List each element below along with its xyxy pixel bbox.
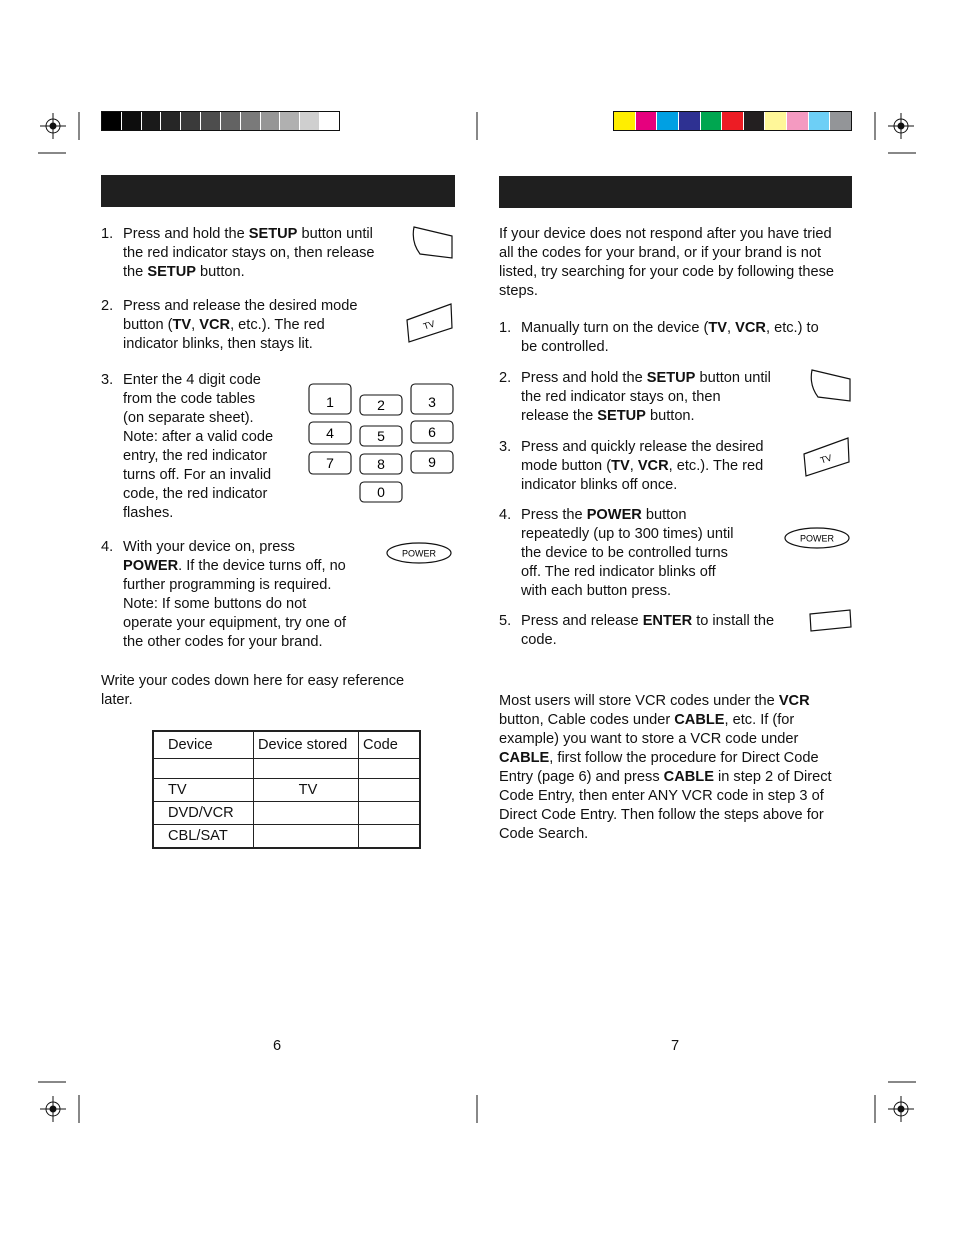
- step-number: 1.: [499, 320, 512, 336]
- text-run: off. The red indicator blinks off: [521, 564, 716, 580]
- text-run: in step 2 of Direct: [713, 769, 832, 785]
- step-number: 2.: [101, 298, 114, 314]
- table-cell: [254, 759, 359, 779]
- text-run: Press and release: [521, 613, 643, 629]
- text-run: TV: [611, 458, 630, 474]
- text-run: Press and hold the: [521, 370, 647, 386]
- step-text: [521, 438, 764, 495]
- text-run: Entry (page 6) and press: [499, 769, 664, 785]
- table-cell: TV: [254, 779, 359, 802]
- gray-swatch-6: [220, 112, 240, 130]
- step-text: [123, 225, 375, 282]
- svg-text:6: 6: [428, 424, 436, 440]
- text-run: button (: [123, 317, 173, 333]
- text-run: entry, the red indicator: [123, 448, 268, 464]
- text-run: mode button (: [521, 458, 612, 474]
- tv-button-label-right: TV: [819, 452, 834, 466]
- setup-button-icon: [408, 224, 456, 262]
- text-run: Enter the 4 digit code: [123, 372, 261, 388]
- text-run: flashes.: [123, 505, 174, 521]
- text-run: button: [641, 507, 687, 523]
- gray-swatch-2: [141, 112, 161, 130]
- text-run: VCR: [199, 317, 231, 333]
- text-run: ,: [727, 320, 736, 336]
- keypad-key-0: [360, 482, 402, 502]
- text-run: Press and quickly release the desired: [521, 439, 764, 455]
- right-step-1: [499, 319, 819, 357]
- text-run: With your device on, press: [123, 539, 295, 555]
- table-cell: [359, 759, 421, 779]
- step-number: 4.: [499, 507, 512, 523]
- table-row: [153, 825, 420, 849]
- right-step-2: [499, 369, 771, 426]
- text-run: Most users will store VCR codes under the: [499, 693, 779, 709]
- power-button-icon: [385, 541, 455, 567]
- text-run: SETUP: [248, 226, 298, 242]
- write-codes-note: Write your codes down here for easy reference later.: [101, 673, 405, 708]
- color-swatch-6: [743, 112, 765, 130]
- gray-swatch-0: [102, 112, 121, 130]
- text-run: the other codes for your brand.: [123, 634, 323, 650]
- table-cell: [359, 802, 421, 825]
- text-run: button until: [695, 370, 771, 386]
- grayscale-calibration-strip: [101, 111, 340, 131]
- right-step-4: [499, 506, 734, 601]
- text-run: , etc.). The red: [668, 458, 764, 474]
- svg-text:7: 7: [326, 455, 334, 471]
- step-number: 1.: [101, 226, 114, 242]
- step-text: [521, 319, 819, 357]
- left-step-1: [101, 225, 375, 282]
- right-step-5: [499, 612, 774, 650]
- text-run: indicator blinks, then stays lit.: [123, 336, 313, 352]
- power-button-label-right: POWER: [799, 533, 835, 544]
- color-swatch-5: [721, 112, 743, 130]
- right-section-header-bar: [499, 176, 852, 208]
- text-run: CABLE: [674, 712, 725, 728]
- left-section-header-bar: [101, 175, 455, 207]
- text-run: indicator blinks off once.: [521, 477, 678, 493]
- svg-text:1: 1: [326, 394, 334, 410]
- gray-swatch-4: [180, 112, 200, 130]
- tv-button-label: TV: [422, 318, 437, 332]
- step-text: [123, 538, 346, 652]
- step-number: 3.: [499, 439, 512, 455]
- step-number: 4.: [101, 539, 114, 555]
- keypad-key-5: [360, 426, 402, 446]
- table-cell: [254, 802, 359, 825]
- svg-text:3: 3: [428, 394, 436, 410]
- svg-text:8: 8: [377, 456, 385, 472]
- color-swatch-7: [764, 112, 786, 130]
- table-cell: CBL/SAT: [153, 825, 254, 849]
- power-button-icon-right: [783, 526, 853, 552]
- text-run: ENTER: [642, 613, 693, 629]
- setup-button-icon-right: [806, 367, 854, 405]
- numeric-keypad-icon: [305, 378, 457, 506]
- text-run: Direct Code Entry. Then follow the steps above for: [499, 807, 824, 823]
- keypad-key-9: [411, 451, 453, 473]
- left-step-3: [101, 371, 273, 523]
- text-run: , etc. If (for: [724, 712, 795, 728]
- gray-swatch-9: [279, 112, 299, 130]
- text-run: VCR: [778, 693, 810, 709]
- text-run: Press the: [521, 507, 587, 523]
- keypad-key-2: [360, 395, 402, 415]
- text-run: Press and hold the: [123, 226, 249, 242]
- table-row: [153, 802, 420, 825]
- svg-text:0: 0: [377, 484, 385, 500]
- table-row: [153, 759, 420, 779]
- page-number-right: 7: [671, 1038, 680, 1054]
- table-cell: DVD/VCR: [153, 802, 254, 825]
- text-run: turns off. For an invalid: [123, 467, 272, 483]
- text-run: be controlled.: [521, 339, 609, 355]
- text-run: button, Cable codes under: [499, 712, 675, 728]
- power-button-label: POWER: [401, 548, 437, 559]
- gray-swatch-8: [260, 112, 280, 130]
- keypad-key-4: [309, 422, 351, 444]
- table-cell: [359, 825, 421, 849]
- page-number-left: 6: [273, 1038, 282, 1054]
- keypad-key-8: [360, 454, 402, 474]
- text-run: Press and release the desired mode: [123, 298, 358, 314]
- color-calibration-strip: [613, 111, 852, 131]
- color-swatch-1: [635, 112, 657, 130]
- text-run: Code Search.: [499, 826, 589, 842]
- svg-text:4: 4: [326, 425, 334, 441]
- text-run: to install the: [692, 613, 775, 629]
- color-swatch-8: [786, 112, 808, 130]
- text-run: the red indicator stays on, then: [521, 389, 721, 405]
- table-row: [153, 779, 420, 802]
- text-run: Code Entry, then enter ANY VCR code in step 3 of: [499, 788, 824, 804]
- text-run: button.: [645, 408, 695, 424]
- text-run: . If the device turns off, no: [178, 558, 346, 574]
- tv-button-icon-right: [800, 434, 854, 480]
- text-run: , etc.) to: [765, 320, 819, 336]
- table-header-cell: Device: [153, 731, 254, 759]
- keypad-key-3: [411, 384, 453, 414]
- text-run: VCR: [637, 458, 669, 474]
- keypad-key-6: [411, 421, 453, 443]
- step-text: [521, 369, 771, 426]
- text-run: the red indicator stays on, then release: [123, 245, 375, 261]
- text-run: the: [123, 264, 148, 280]
- text-run: from the code tables: [123, 391, 256, 407]
- text-run: Note: after a valid code: [123, 429, 274, 445]
- gray-swatch-3: [160, 112, 180, 130]
- table-header-cell: Code: [359, 731, 421, 759]
- text-run: (on separate sheet).: [123, 410, 254, 426]
- tv-button-icon: [403, 300, 457, 346]
- vcr-cable-storage-note: [499, 692, 832, 844]
- text-run: TV: [172, 317, 192, 333]
- table-header-cell: Device stored: [254, 731, 359, 759]
- gray-swatch-11: [319, 112, 339, 130]
- table-cell: [359, 779, 421, 802]
- text-run: CABLE: [499, 750, 550, 766]
- text-run: SETUP: [646, 370, 696, 386]
- text-run: repeatedly (up to 300 times) until: [521, 526, 734, 542]
- text-run: ,: [191, 317, 200, 333]
- gray-swatch-5: [200, 112, 220, 130]
- text-run: VCR: [735, 320, 766, 336]
- step-text: [123, 371, 273, 523]
- step-number: 5.: [499, 613, 512, 629]
- text-run: button.: [196, 264, 245, 280]
- table-cell: TV: [153, 779, 254, 802]
- left-step-2: [101, 297, 357, 354]
- text-run: SETUP: [597, 408, 646, 424]
- enter-button-icon: [807, 608, 855, 636]
- text-run: Manually turn on the device (: [521, 320, 709, 336]
- code-record-table: [152, 730, 421, 849]
- color-swatch-0: [614, 112, 635, 130]
- step-text: [123, 297, 357, 354]
- text-run: CABLE: [663, 769, 714, 785]
- step-text: [521, 506, 734, 601]
- text-run: , etc.). The red: [230, 317, 325, 333]
- text-run: ,: [629, 458, 638, 474]
- svg-text:9: 9: [428, 454, 436, 470]
- text-run: SETUP: [147, 264, 196, 280]
- text-run: with each button press.: [521, 583, 672, 599]
- color-swatch-3: [678, 112, 700, 130]
- code-search-intro: If your device does not respond after you have tried all the codes for your brand, or if your brand is not listed, try searching for your code by following these steps.: [499, 226, 835, 299]
- text-run: code.: [521, 632, 557, 648]
- table-cell: [254, 825, 359, 849]
- text-run: operate your equipment, try one of: [123, 615, 347, 631]
- gray-swatch-1: [121, 112, 141, 130]
- table-cell: [153, 759, 254, 779]
- text-run: POWER: [586, 507, 642, 523]
- svg-text:2: 2: [377, 397, 385, 413]
- text-run: further programming is required.: [123, 577, 332, 593]
- step-number: 2.: [499, 370, 512, 386]
- svg-text:5: 5: [377, 428, 385, 444]
- text-run: POWER: [123, 558, 179, 574]
- color-swatch-10: [829, 112, 851, 130]
- table-header-row: [153, 731, 420, 759]
- right-step-3: [499, 438, 764, 495]
- gray-swatch-10: [299, 112, 319, 130]
- text-run: code, the red indicator: [123, 486, 268, 502]
- text-run: the device to be controlled turns: [521, 545, 728, 561]
- step-number: 3.: [101, 372, 114, 388]
- text-run: Note: If some buttons do not: [123, 596, 307, 612]
- text-run: , first follow the procedure for Direct Code: [549, 750, 819, 766]
- text-run: button until: [297, 226, 373, 242]
- text-run: release the: [521, 408, 598, 424]
- color-swatch-9: [808, 112, 830, 130]
- gray-swatch-7: [240, 112, 260, 130]
- text-run: example) you want to store a VCR code under: [499, 731, 799, 747]
- step-text: [521, 612, 774, 650]
- keypad-key-1: [309, 384, 351, 414]
- color-swatch-2: [656, 112, 678, 130]
- left-step-4: [101, 538, 346, 652]
- text-run: TV: [708, 320, 728, 336]
- keypad-key-7: [309, 452, 351, 474]
- color-swatch-4: [700, 112, 722, 130]
